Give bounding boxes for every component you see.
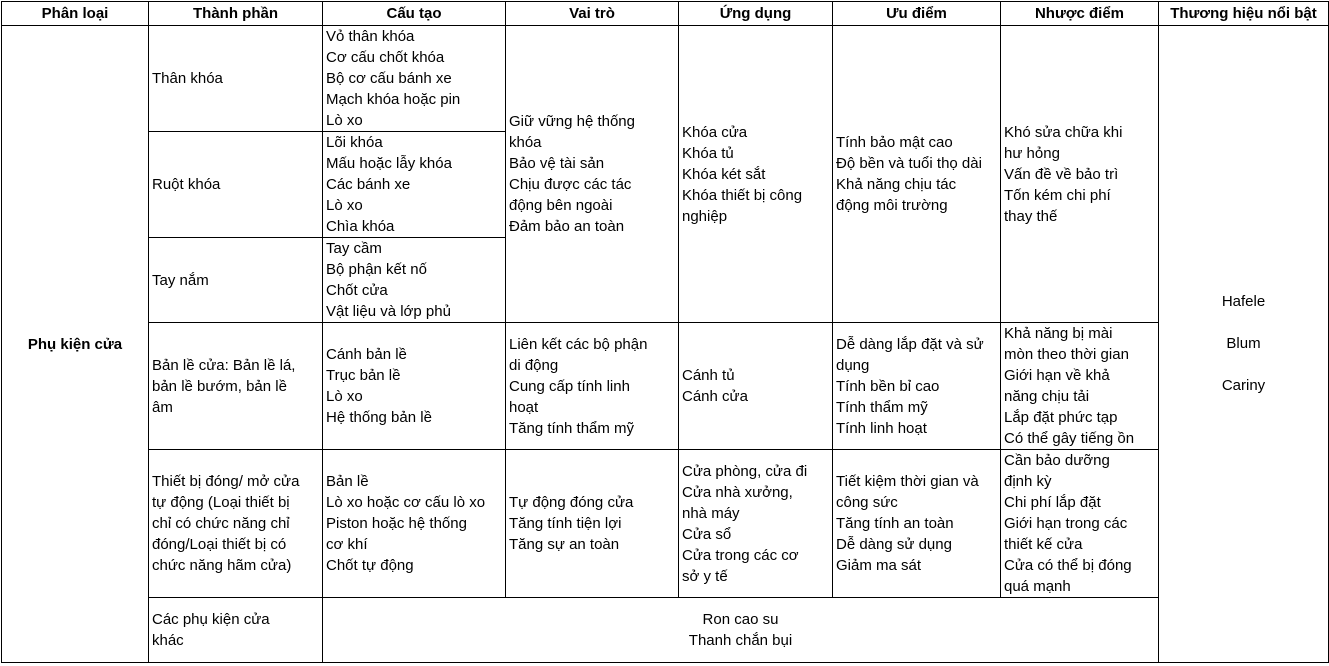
- cell-line: Vấn đề về bảo trì: [1004, 165, 1119, 183]
- header-cell: Thương hiệu nổi bật: [1159, 2, 1329, 26]
- cell-line: động bên ngoài: [509, 197, 613, 214]
- cell-line: Lò xo hoặc cơ cấu lò xo: [326, 494, 486, 511]
- cell-line: Tính bền bỉ cao: [836, 377, 940, 395]
- structure-cell: [323, 26, 506, 132]
- cell-line: năng chịu tải: [1004, 388, 1090, 405]
- cell-line: Lõi khóa: [326, 134, 383, 151]
- cell-line: Khả năng chịu tác: [836, 176, 957, 193]
- cell-line: Cửa phòng, cửa đi: [682, 462, 808, 480]
- accessory-table: [1, 1, 1329, 663]
- table-row: [2, 450, 1329, 598]
- cell-line: Cần bảo dưỡng: [1004, 452, 1110, 469]
- cell-line: Các bánh xe: [326, 176, 411, 193]
- cell-line: khóa: [509, 134, 542, 151]
- disadvantages-cell: [1001, 450, 1159, 598]
- header-cell: Ưu điểm: [833, 2, 1001, 26]
- cell-line: Thiết bị đóng/ mở cửa: [152, 473, 300, 490]
- advantages-cell: [833, 26, 1001, 323]
- header-cell: Nhược điểm: [1001, 2, 1159, 26]
- role-cell: [506, 323, 679, 450]
- cell-line: Dễ dàng lắp đặt và sử: [836, 335, 984, 353]
- cell-line: Khóa tủ: [682, 144, 734, 162]
- header-cell: Phân loại: [2, 2, 149, 26]
- cell-line: Chốt tự động: [326, 557, 414, 574]
- cell-line: Cánh bản lề: [326, 346, 407, 363]
- cell-line: Cửa có thể bị đóng: [1004, 557, 1132, 574]
- component-cell: Thân khóa: [149, 26, 323, 132]
- table-row: [2, 26, 1329, 132]
- cell-line: Có thể gây tiếng ồn: [1004, 430, 1135, 447]
- cell-line: Khó sửa chữa khi: [1004, 123, 1123, 141]
- cell-line: Tốn kém chi phí: [1004, 186, 1111, 204]
- cell-line: Hafele: [1221, 293, 1266, 310]
- cell-line: Bản lề cửa: Bản lề lá,: [152, 356, 296, 374]
- cell-line: thay thế: [1004, 207, 1058, 225]
- cell-line: hư hỏng: [1004, 144, 1060, 162]
- cell-line: công sức: [836, 494, 898, 511]
- structure-cell: [323, 132, 506, 238]
- role-cell: [506, 450, 679, 598]
- cell-line: Trục bản lề: [326, 367, 401, 384]
- cell-line: âm: [152, 398, 173, 416]
- structure-cell: [323, 323, 506, 450]
- cell-line: Mấu hoặc lẫy khóa: [326, 155, 452, 172]
- role-cell: [506, 26, 679, 323]
- cell-line: Mạch khóa hoặc pin: [326, 91, 461, 108]
- cell-line: Các phụ kiện cửa: [152, 611, 270, 628]
- cell-line: Cửa nhà xưởng,: [682, 483, 793, 501]
- cell-line: Bảo vệ tài sản: [509, 155, 605, 172]
- component-cell: Ruột khóa: [149, 132, 323, 238]
- brands-cell: [1159, 26, 1329, 663]
- cell-line: Hệ thống bản lề: [326, 409, 432, 426]
- cell-line: Tiết kiệm thời gian và: [836, 473, 979, 490]
- cell-line: dụng: [836, 356, 870, 374]
- application-cell: [679, 323, 833, 450]
- cell-line: Cánh tủ: [682, 367, 735, 384]
- header-row: [2, 2, 1329, 26]
- cell-line: Tăng sự an toàn: [509, 536, 620, 553]
- cell-line: sở y tế: [682, 567, 728, 585]
- cell-line: Chìa khóa: [326, 218, 395, 235]
- header-cell: Cấu tạo: [323, 2, 506, 26]
- cell-line: Đảm bảo an toàn: [509, 218, 625, 235]
- cell-line: cơ khí: [326, 536, 368, 553]
- cell-line: Cánh cửa: [682, 388, 748, 405]
- cell-line: mòn theo thời gian: [1004, 346, 1129, 363]
- cell-line: Tính bảo mật cao: [836, 134, 953, 151]
- cell-line: định kỳ: [1004, 473, 1052, 490]
- component-cell: [149, 323, 323, 450]
- cell-line: bản lề bướm, bản lề: [152, 377, 287, 395]
- cell-line: Giảm ma sát: [836, 557, 922, 574]
- advantages-cell: [833, 323, 1001, 450]
- cell-line: Bộ phận kết nố: [326, 261, 427, 278]
- cell-line: Liên kết các bộ phận: [509, 335, 648, 353]
- cell-line: Khóa thiết bị công: [682, 186, 803, 204]
- category-cell: Phụ kiện cửa: [2, 26, 149, 663]
- cell-line: nhà máy: [682, 504, 740, 522]
- cell-line: Blum: [1226, 335, 1261, 352]
- component-cell: [149, 450, 323, 598]
- other-accessories-cell: [323, 598, 1159, 663]
- cell-line: Lò xo: [326, 112, 363, 129]
- cell-line: Vỏ thân khóa: [326, 28, 415, 45]
- cell-line: Tăng tính thẩm mỹ: [509, 419, 635, 437]
- cell-line: thiết kế cửa: [1004, 536, 1083, 553]
- cell-line: Ron cao su: [702, 611, 779, 628]
- cell-line: Cửa trong các cơ: [682, 546, 799, 564]
- cell-line: chỉ có chức năng chỉ: [152, 515, 290, 532]
- cell-line: Cung cấp tính linh: [509, 377, 630, 395]
- cell-line: Chịu được các tác: [509, 176, 632, 193]
- advantages-cell: [833, 450, 1001, 598]
- table-row: [2, 598, 1329, 663]
- cell-line: Tự động đóng cửa: [509, 494, 634, 511]
- cell-line: Khóa két sắt: [682, 165, 766, 183]
- cell-line: Dễ dàng sử dụng: [836, 536, 952, 553]
- cell-line: Giới hạn trong các: [1004, 515, 1128, 532]
- header-cell: Thành phần: [149, 2, 323, 26]
- structure-cell: [323, 450, 506, 598]
- cell-line: Thanh chắn bụi: [688, 632, 793, 649]
- cell-line: Chi phí lắp đặt: [1004, 494, 1101, 511]
- cell-line: quá mạnh: [1004, 578, 1071, 595]
- application-cell: [679, 26, 833, 323]
- cell-line: Tính thẩm mỹ: [836, 398, 928, 416]
- cell-line: động môi trường: [836, 197, 948, 214]
- cell-line: khác: [152, 632, 184, 649]
- cell-line: Tăng tính an toàn: [836, 515, 954, 532]
- cell-line: Cơ cấu chốt khóa: [326, 49, 445, 66]
- cell-line: tự động (Loại thiết bị: [152, 494, 290, 511]
- cell-line: Khả năng bị mài: [1004, 325, 1113, 342]
- cell-line: chức năng hãm cửa): [152, 557, 292, 574]
- cell-line: Lò xo: [326, 197, 363, 214]
- disadvantages-cell: [1001, 323, 1159, 450]
- cell-line: Vật liệu và lớp phủ: [326, 303, 451, 320]
- cell-line: hoạt: [509, 398, 539, 416]
- cell-line: Độ bền và tuổi thọ dài: [836, 155, 982, 172]
- cell-line: Lò xo: [326, 388, 363, 405]
- cell-line: Piston hoặc hệ thống: [326, 515, 467, 532]
- cell-line: Tay cầm: [326, 240, 382, 257]
- cell-line: Chốt cửa: [326, 282, 388, 299]
- cell-line: Bộ cơ cấu bánh xe: [326, 70, 452, 87]
- cell-line: đóng/Loại thiết bị có: [152, 536, 287, 553]
- cell-line: Cariny: [1221, 377, 1266, 394]
- cell-line: Giữ vững hệ thống: [509, 113, 635, 130]
- disadvantages-cell: [1001, 26, 1159, 323]
- cell-line: Lắp đặt phức tạp: [1004, 409, 1118, 426]
- application-cell: [679, 450, 833, 598]
- component-cell: [149, 598, 323, 663]
- table-row: [2, 323, 1329, 450]
- cell-line: Cửa sổ: [682, 525, 732, 543]
- cell-line: Giới hạn về khả: [1004, 367, 1110, 384]
- header-cell: Ứng dụng: [679, 2, 833, 26]
- component-cell: Tay nắm: [149, 238, 323, 323]
- structure-cell: [323, 238, 506, 323]
- cell-line: Tính linh hoạt: [836, 419, 927, 437]
- cell-line: Khóa cửa: [682, 123, 748, 141]
- header-cell: Vai trò: [506, 2, 679, 26]
- cell-line: Bản lề: [326, 473, 369, 490]
- cell-line: Tăng tính tiện lợi: [509, 515, 622, 532]
- cell-line: di động: [509, 356, 559, 374]
- cell-line: nghiệp: [682, 207, 728, 225]
